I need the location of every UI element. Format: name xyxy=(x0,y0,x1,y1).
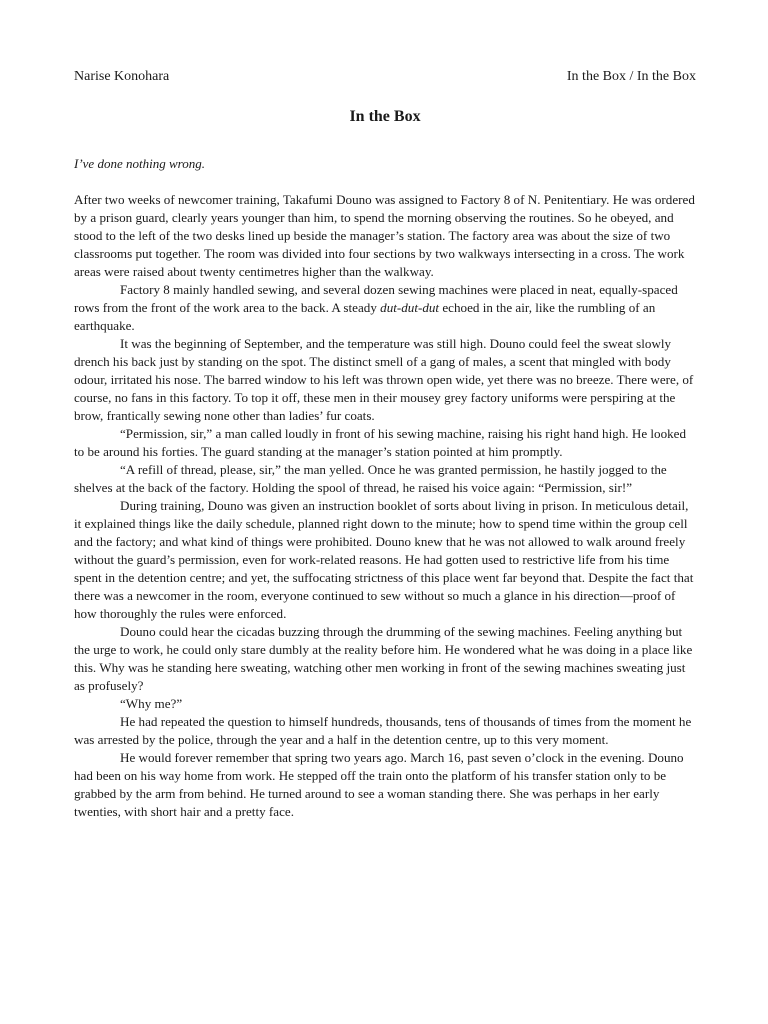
paragraph-text: He had repeated the question to himself hundreds, thousands, tens of thousands of times from the moment he was arrested by the police, through the year and a half in the detention centre, up to this very moment. xyxy=(74,714,692,747)
running-header xyxy=(74,68,696,86)
paragraph-text: It was the beginning of September, and the temperature was still high. Douno could feel the sweat slowly drench his back just by standing on the spot. The distinct smell of a gang of males, a scent that mingled with body odour, irritated his nose. The barred window to his left was thrown open wide, yet there was no breeze. There were, of course, no fans in this factory. To top it off, these men in their mousey grey factory uniforms were perspiring at the brow, frantically sewing none other than ladies’ fur coats. xyxy=(74,336,694,423)
body-paragraph xyxy=(74,191,696,281)
body-paragraph xyxy=(74,461,696,497)
chapter-title: In the Box xyxy=(349,108,421,125)
body-paragraph xyxy=(74,623,696,695)
header-running-title: In the Box / In the Box xyxy=(566,69,696,84)
body-paragraph xyxy=(74,425,696,461)
paragraph-text: Douno could hear the cicadas buzzing through the drumming of the sewing machines. Feeling anything but the urge to work, he could only stare dumbly at the reality before him. He wondered what he was doing in a place like this. Why was he standing here sweating, watching other men working in front of the sewing machines sweating just as profusely? xyxy=(74,624,693,693)
paragraph-text: During training, Douno was given an instruction booklet of sorts about living in prison. In meticulous detail, it explained things like the daily schedule, planned right down to the minute; how to spend time within the group cell and the factory; and what kind of things were prohibited. Douno knew that he was not allowed to walk around freely without the guard’s permission, even for work-related reasons. He had gotten used to restrictive life from his time spent in the detention centre; and yet, the suffocating strictness of this place went far beyond that. Despite the fact that there was a newcomer in the room, everyone continued to sew without so much a glance in his direction—proof of how thoroughly the rules were enforced. xyxy=(74,498,694,621)
paragraph-text: After two weeks of newcomer training, Takafumi Douno was assigned to Factory 8 of N. Penitentiary. He was ordered by a prison guard, clearly years younger than him, to spend the morning observing the routines. So he obeyed, and stood to the left of the two desks lined up beside the manager’s station. The factory area was about the size of two classrooms put together. The room was divided into four sections by two walkways intersecting in a cross. The work areas were raised about twenty centimetres higher than the walkway. xyxy=(74,192,695,279)
body-paragraph xyxy=(74,497,696,623)
paragraph-text: “Why me?” xyxy=(120,696,183,711)
body-text xyxy=(74,191,696,821)
paragraph-text: Factory 8 mainly handled sewing, and several dozen sewing machines were placed in neat, equally-spaced rows from the front of the work area to the back. A steady xyxy=(74,282,678,315)
body-paragraph xyxy=(74,749,696,821)
epigraph: I’ve done nothing wrong. xyxy=(74,156,205,171)
paragraph-text: “Permission, sir,” a man called loudly in front of his sewing machine, raising his right hand high. He looked to be around his forties. The guard standing at the manager’s station pointed at him promptly. xyxy=(74,426,687,459)
body-paragraph xyxy=(74,713,696,749)
italic-text: dut-dut-dut xyxy=(380,300,440,315)
header-author: Narise Konohara xyxy=(74,69,170,84)
body-paragraph xyxy=(74,281,696,335)
paragraph-text: echoed in the air, like the rumbling of an earthquake. xyxy=(74,300,656,333)
body-paragraph xyxy=(74,335,696,425)
body-paragraph xyxy=(74,695,696,713)
document-page xyxy=(74,68,696,821)
paragraph-text: “A refill of thread, please, sir,” the man yelled. Once he was granted permission, he hastily jogged to the shelves at the back of the factory. Holding the spool of thread, he raised his voice again: “Permission, sir!” xyxy=(74,462,667,495)
paragraph-text: He would forever remember that spring two years ago. March 16, past seven o’clock in the evening. Douno had been on his way home from work. He stepped off the train onto the platform of his transfer station only to be grabbed by the arm from behind. He turned around to see a woman standing there. She was perhaps in her early twenties, with short hair and a pretty face. xyxy=(74,750,684,819)
